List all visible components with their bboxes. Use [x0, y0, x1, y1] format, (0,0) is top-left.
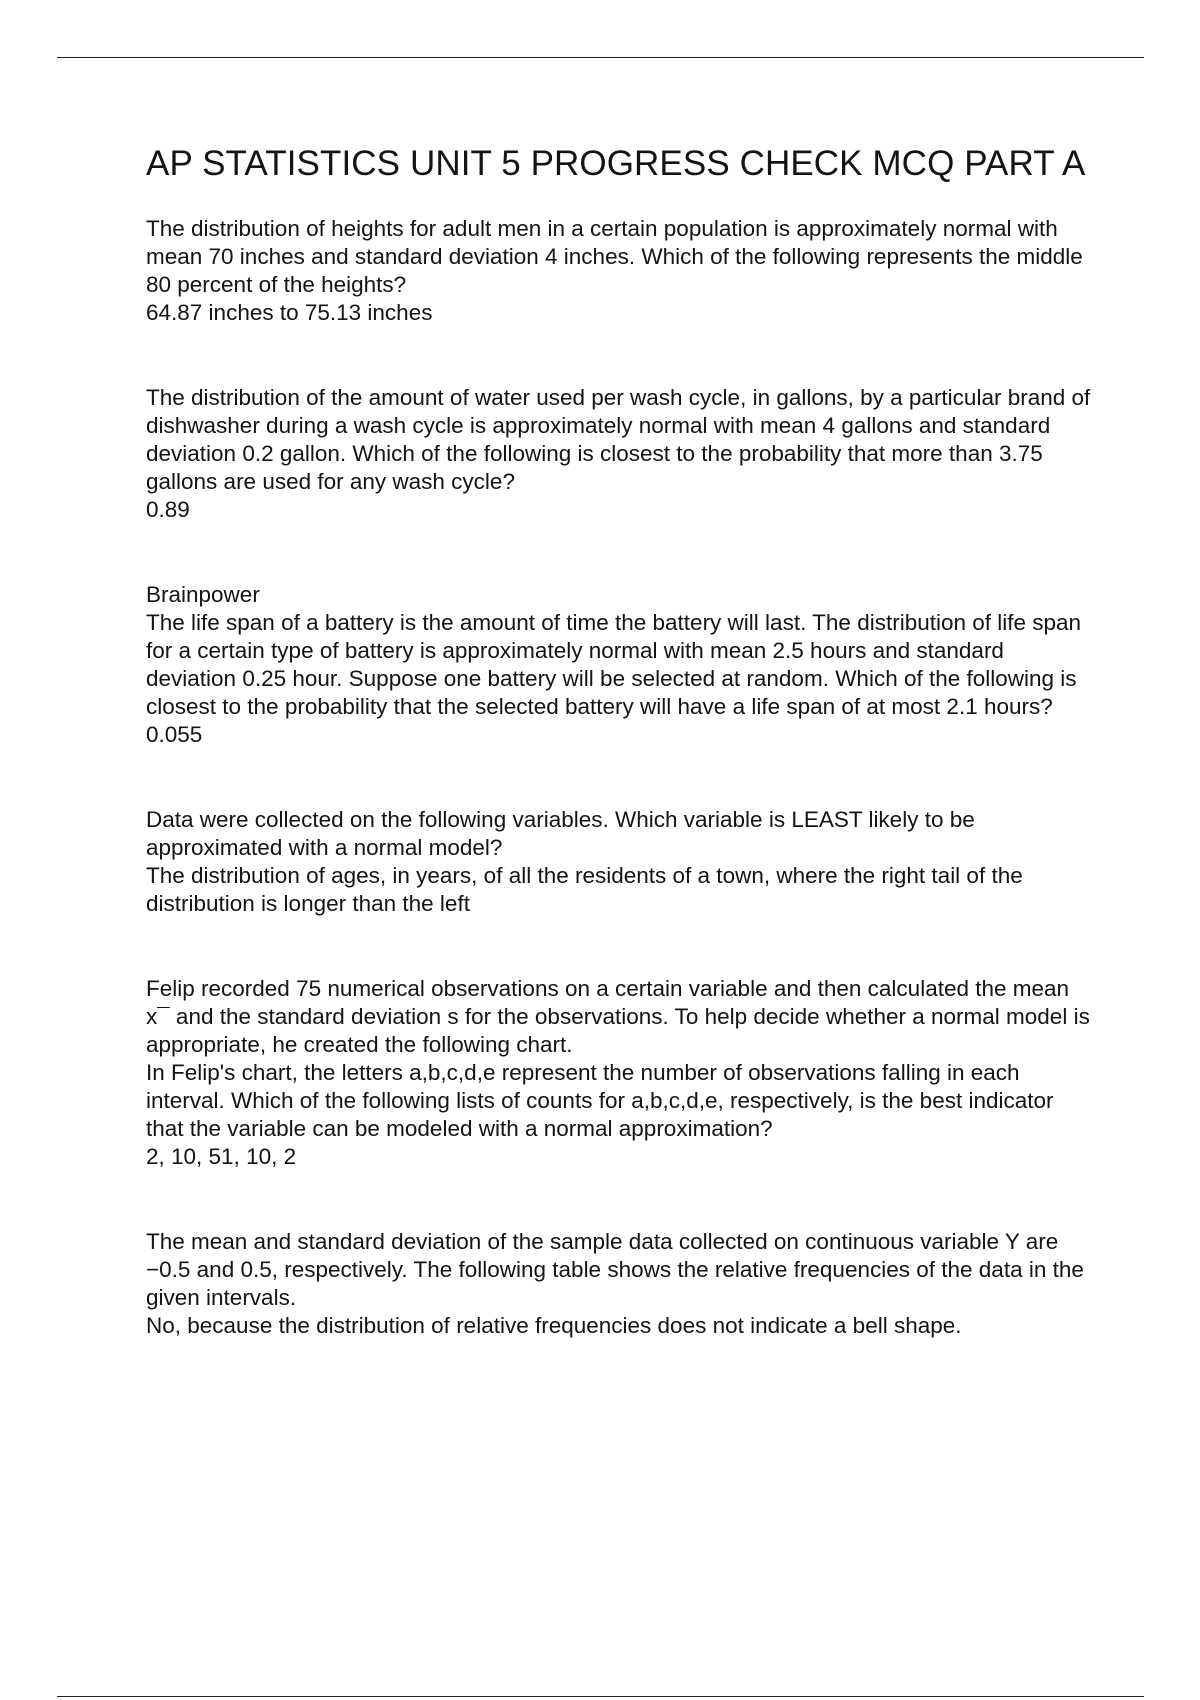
- top-divider: [57, 57, 1144, 58]
- answer-text: No, because the distribution of relative frequencies does not indicate a bell shape.: [146, 1313, 962, 1338]
- document-body: [146, 143, 1096, 1397]
- question-text: Data were collected on the following variables. Which variable is LEAST likely to be approximated with a normal model?: [146, 807, 975, 860]
- question-item: [146, 806, 1096, 918]
- question-text: In Felip's chart, the letters a,b,c,d,e represent the number of observations falling in each interval. Which of the following lists of counts for a,b,c,d,e, respectively, is the best indicator that the variable can be modeled with a normal approximation?: [146, 1060, 1054, 1141]
- question-text: The distribution of the amount of water used per wash cycle, in gallons, by a particular brand of dishwasher during a wash cycle is approximately normal with mean 4 gallons and standard deviation 0.2 gallon. Which of the following is closest to the probability that more than 3.75 gallons are used for any wash cycle?: [146, 385, 1091, 494]
- question-text: The mean and standard deviation of the sample data collected on continuous variable Y are −0.5 and 0.5, respectively. The following table shows the relative frequencies of the data in the given intervals.: [146, 1229, 1084, 1310]
- question-item: [146, 975, 1096, 1171]
- answer-text: 0.055: [146, 722, 203, 747]
- bottom-divider: [57, 1696, 1144, 1697]
- answer-text: 2, 10, 51, 10, 2: [146, 1144, 297, 1169]
- answer-text: 0.89: [146, 497, 190, 522]
- answer-text: The distribution of ages, in years, of all the residents of a town, where the right tail of the distribution is longer than the left: [146, 863, 1023, 916]
- question-text: The life span of a battery is the amount of time the battery will last. The distribution of life span for a certain type of battery is approximately normal with mean 2.5 hours and standard deviation 0.25 hour. Suppose one battery will be selected at random. Which of the following is closest to the probability that the selected battery will have a life span of at most 2.1 hours?: [146, 610, 1082, 719]
- question-label: Brainpower: [146, 582, 260, 607]
- question-text: The distribution of heights for adult men in a certain population is approximately normal with mean 70 inches and standard deviation 4 inches. Which of the following represents the middle 80 percent of the heights?: [146, 216, 1083, 297]
- answer-text: 64.87 inches to 75.13 inches: [146, 300, 433, 325]
- question-text: Felip recorded 75 numerical observations on a certain variable and then calculated the mean x¯ and the standard deviation s for the observations. To help decide whether a normal model is appropriate, he created the following chart.: [146, 976, 1090, 1057]
- question-list: [146, 215, 1096, 1340]
- question-item: [146, 581, 1096, 749]
- question-item: [146, 1228, 1096, 1340]
- question-item: [146, 215, 1096, 327]
- question-item: [146, 384, 1096, 524]
- document-title: AP STATISTICS UNIT 5 PROGRESS CHECK MCQ PART A: [146, 144, 1086, 183]
